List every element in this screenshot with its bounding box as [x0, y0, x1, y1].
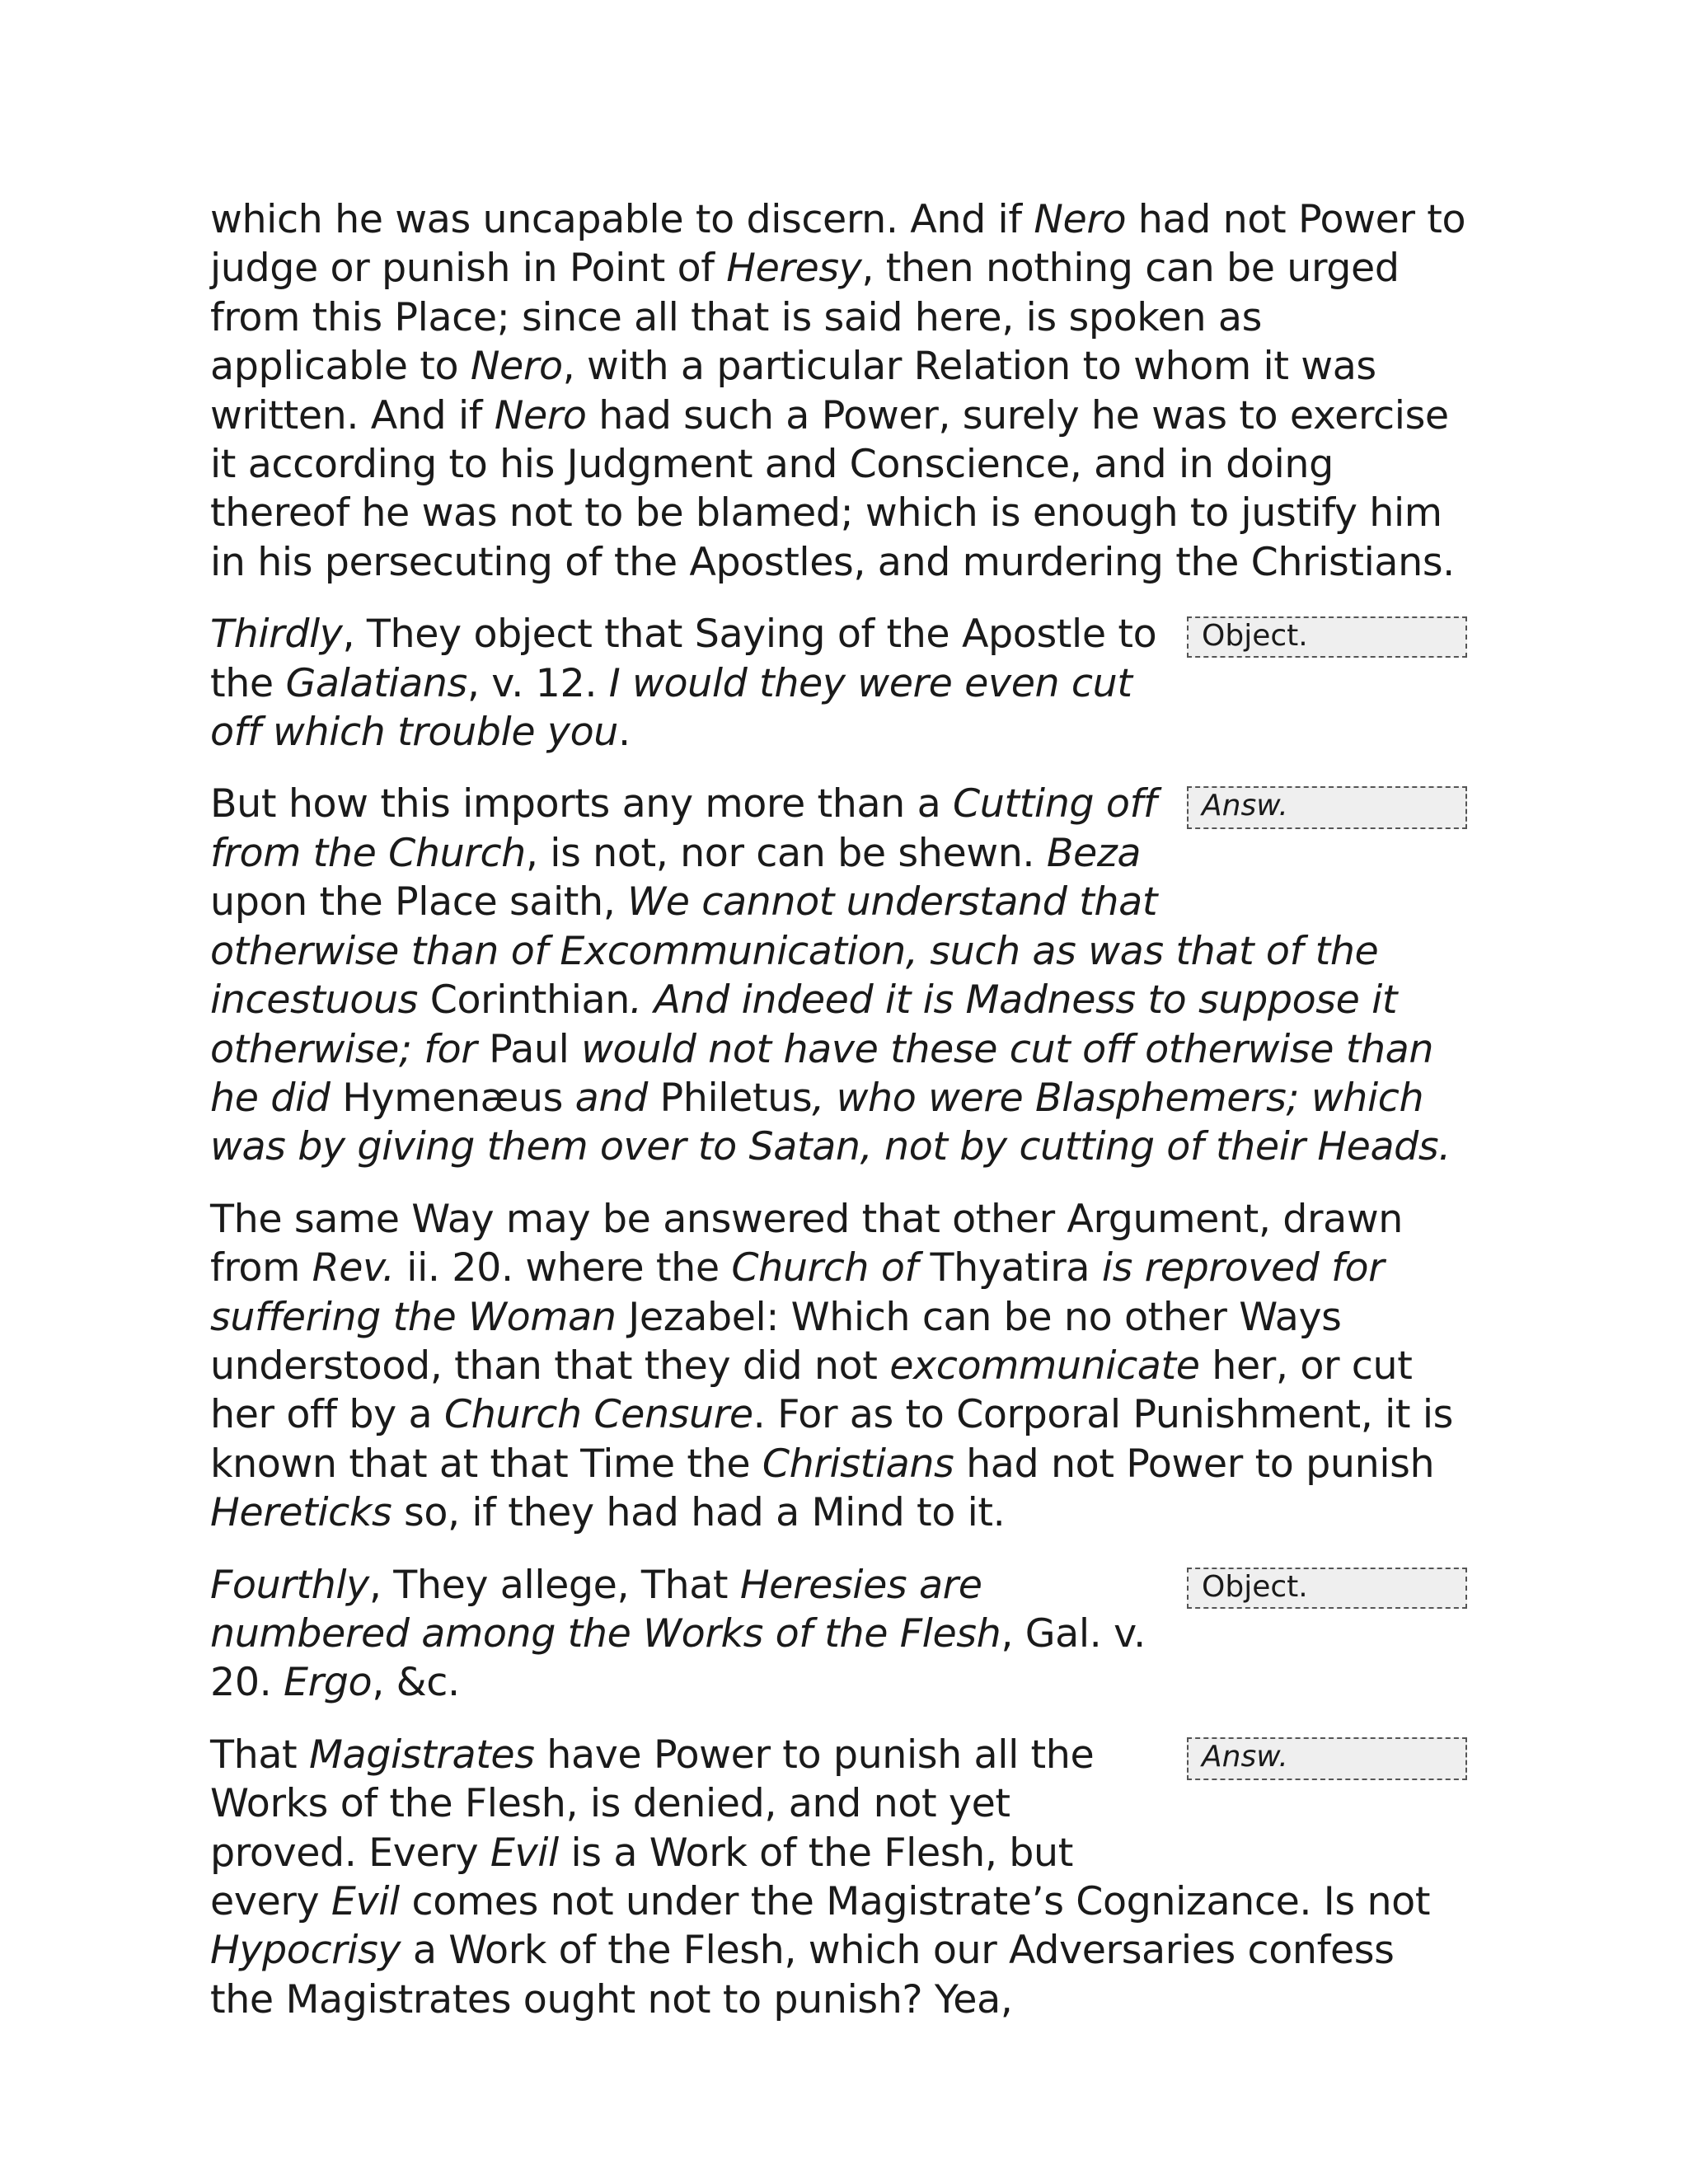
italic-run: Evil	[490, 1830, 559, 1876]
paragraph-thyatira	[210, 1195, 1467, 1538]
text-run: have Power to punish all the Works of the Flesh, is denied, and not yet proved. Every	[210, 1732, 1095, 1876]
text-run: . For as to Corporal Punishment, it is known that at that Time the	[210, 1392, 1453, 1487]
text-run: But how this imports any more than a	[210, 781, 953, 827]
italic-run: Church of	[731, 1245, 918, 1291]
text-run: Corinthian	[429, 977, 630, 1024]
margin-note-object: Object.	[1187, 616, 1467, 658]
italic-run: I would they were even cut off which trouble you	[210, 660, 1132, 756]
text-run: comes not under the Magistrate’s Cognizance. Is not	[399, 1879, 1431, 1924]
italic-run: Rev.	[312, 1245, 395, 1291]
italic-run: Hereticks	[210, 1490, 392, 1536]
italic-run: Nero	[1034, 197, 1127, 242]
italic-run: . And indeed it is Madness to suppose it otherwise; for	[210, 977, 1398, 1072]
italic-run: Nero	[470, 344, 563, 390]
italic-run: Cutting off from the Church	[210, 781, 1157, 876]
italic-run: Beza	[1046, 830, 1142, 876]
italic-run: , who were Blasphemers; which was by giving them over to Satan, not by cutting of their Heads.	[210, 1075, 1451, 1170]
paragraph-nero	[210, 195, 1467, 587]
text-run: Philetus	[659, 1075, 813, 1121]
text-run: had not Power to judge or punish in Point of	[210, 197, 1466, 292]
text-run: which he was uncapable to discern. And if	[210, 197, 1034, 242]
float-spacer	[1162, 1793, 1467, 1846]
text-run: had not Power to punish	[954, 1441, 1435, 1487]
text-run: , v. 12.	[467, 660, 609, 706]
italic-run: Christians	[762, 1441, 954, 1487]
italic-run: excommunicate	[889, 1343, 1200, 1389]
margin-note-object: Object.	[1187, 1568, 1467, 1609]
italic-run: Hypocrisy	[210, 1928, 401, 1974]
float-spacer	[1162, 842, 1467, 895]
text-run: Hymenæus	[342, 1075, 563, 1121]
text-run: .	[617, 710, 631, 756]
italic-run: would not have these cut off otherwise than he did	[210, 1026, 1434, 1121]
text-run: , &c.	[372, 1660, 460, 1706]
italic-run: is reproved for suffering the Woman	[210, 1245, 1385, 1340]
text-run: a Work of the Flesh, which our Adversaries confess the Magistrates ought not to punish? Yea,	[210, 1928, 1395, 2022]
italic-run: Evil	[331, 1879, 400, 1924]
text-run: , with a particular Relation to whom it was written. And if	[210, 344, 1376, 438]
text-run: Paul	[489, 1026, 570, 1072]
italic-run: Galatians	[285, 660, 467, 706]
italic-run: We cannot understand that otherwise than of Excommunication, such as was that of the incestuous	[210, 879, 1379, 1024]
text-run: The same Way may be answered that other Argument, drawn from	[210, 1196, 1403, 1291]
text-run: , They object that Saying of the Apostle to the	[210, 612, 1157, 706]
text-run: That	[210, 1732, 309, 1778]
italic-run: Thirdly	[210, 612, 343, 658]
text-run: her, or cut her off by a	[210, 1343, 1413, 1438]
text-run: , is not, nor can be shewn.	[525, 830, 1047, 876]
italic-run: Ergo	[284, 1660, 373, 1706]
text-run: , Gal. v. 20.	[210, 1610, 1146, 1706]
text-run: upon the Place saith,	[210, 879, 628, 926]
margin-note-answer: Answ.	[1187, 1737, 1467, 1780]
italic-run: Magistrates	[308, 1732, 535, 1778]
text-run: Jezabel: Which can be no other Ways understood, than that they did not	[210, 1294, 1342, 1389]
italic-run: Church Censure	[443, 1392, 753, 1438]
margin-note-answer: Answ.	[1187, 786, 1467, 829]
italic-run: Heresies are numbered among the Works of the Flesh	[210, 1562, 1001, 1657]
text-run: ii. 20. where the	[394, 1245, 732, 1291]
text-run: , then nothing can be urged from this Place; since all that is said here, is spoken as applicable to	[210, 246, 1400, 390]
text-run: so, if they had had a Mind to it.	[392, 1490, 1006, 1536]
italic-run: Fourthly	[210, 1562, 369, 1608]
text-run: had such a Power, surely he was to exercise it according to his Judgment and Conscience, and in doing thereof he was not to be blamed; which is enough to justify him in his persecuting of the Apostles, and murdering the Christians.	[210, 392, 1455, 585]
text-run: Thyatira	[917, 1245, 1102, 1291]
italic-run: and	[562, 1075, 660, 1121]
text-run: , They allege, That	[368, 1562, 740, 1608]
book-page	[210, 195, 1467, 2024]
italic-run: Nero	[494, 392, 587, 438]
text-run: is a Work of the Flesh, but every	[210, 1830, 1073, 1924]
paragraph-beza	[210, 780, 1467, 1171]
italic-run: Heresy	[726, 246, 862, 292]
